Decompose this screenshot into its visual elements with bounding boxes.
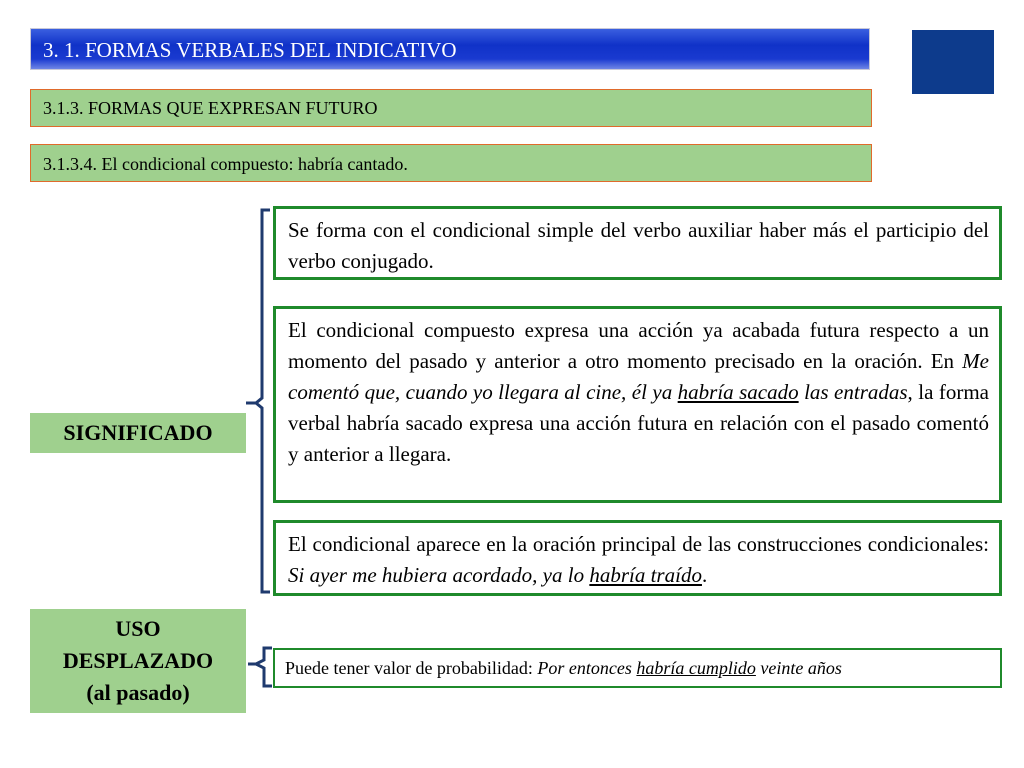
significado-brace-icon <box>246 210 270 592</box>
conditional-example-verb: habría traído <box>589 563 702 587</box>
meaning-box <box>273 306 1002 503</box>
conditional-end: . <box>701 563 708 587</box>
meaning-example-end: las entradas <box>798 380 908 404</box>
conditional-box <box>273 520 1002 596</box>
formation-text: Se forma con el condicional simple del verbo auxiliar haber más el participio del verbo conjugado. <box>288 218 989 273</box>
slide-title: 3. 1. FORMAS VERBALES DEL INDICATIVO <box>30 28 870 70</box>
conditional-example: Si ayer me hubiera acordado, ya lo <box>288 563 590 587</box>
uso-brace-icon <box>248 648 272 686</box>
meaning-outro: , la forma verbal habría sacado expresa una acción futura en relación con el pasado comentó y anterior a llegara. <box>288 380 990 466</box>
probability-intro: Puede tener valor de probabilidad: <box>285 658 538 678</box>
slide-subtitle: 3.1.3. FORMAS QUE EXPRESAN FUTURO <box>30 89 872 127</box>
meaning-example-verb: habría sacado <box>677 380 799 404</box>
significado-label: SIGNIFICADO <box>30 413 246 453</box>
probability-example-end: veinte años <box>755 658 842 678</box>
uso-label-line: USO <box>115 616 161 641</box>
conditional-intro: El condicional aparece en la oración principal de las construcciones condicionales: <box>288 532 989 556</box>
section-title: 3.1.3.4. El condicional compuesto: habría cantado. <box>30 144 872 182</box>
meaning-example: Me comentó que, cuando yo llegara al cine, él ya <box>288 349 989 404</box>
probability-example-verb: habría cumplido <box>636 658 756 678</box>
probability-box <box>273 648 1002 688</box>
probability-example: Por entonces <box>537 658 637 678</box>
meaning-intro: El condicional compuesto expresa una acción ya acabada futura respecto a un momento del pasado y anterior a otro momento precisado en la oración. En <box>288 318 989 373</box>
uso-label-line: (al pasado) <box>86 680 190 705</box>
formation-box <box>273 206 1002 280</box>
uso-label-line: DESPLAZADO <box>62 648 214 673</box>
